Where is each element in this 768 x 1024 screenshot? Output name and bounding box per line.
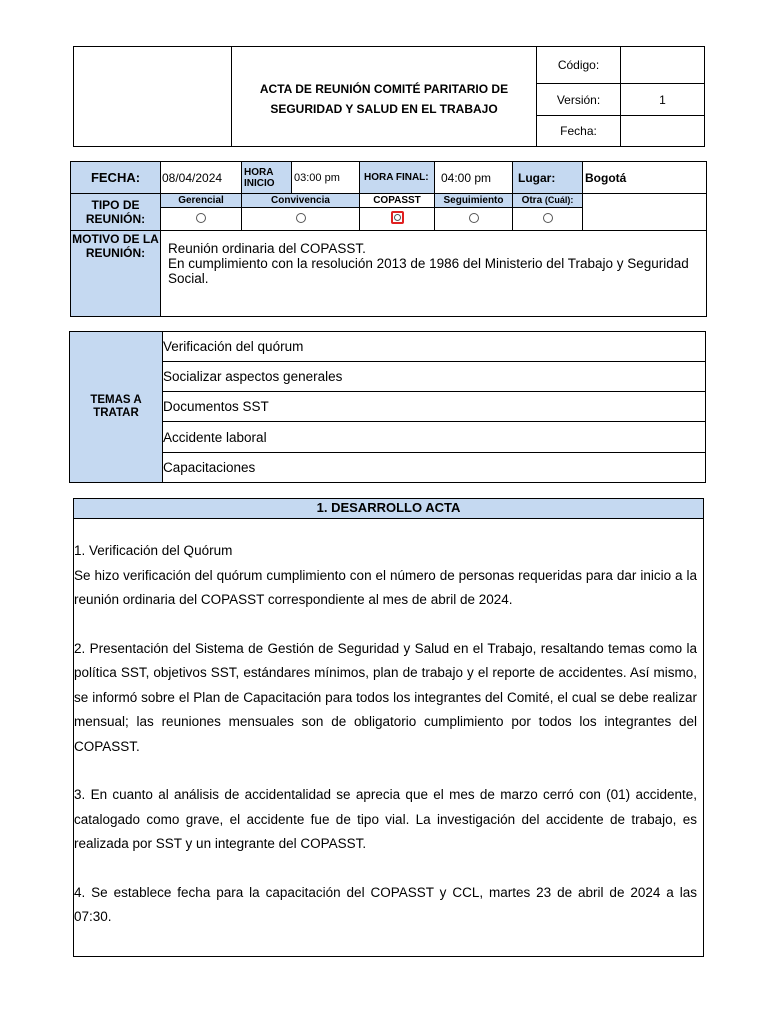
radio-copasst[interactable] <box>360 208 435 231</box>
hora-final-value: 04:00 pm <box>435 162 513 194</box>
codigo-value <box>621 47 705 84</box>
tipo-seguimiento-label: Seguimiento <box>435 194 513 208</box>
version-label: Versión: <box>537 84 621 116</box>
radio-checked-icon <box>391 211 404 224</box>
topic-item: Socializar aspectos generales <box>163 362 706 392</box>
development-title: 1. DESARROLLO ACTA <box>74 499 703 519</box>
motivo-value <box>161 231 707 317</box>
fecha-value: 08/04/2024 <box>161 162 242 194</box>
document-title: ACTA DE REUNIÓN COMITÉ PARITARIO DE SEGURIDAD Y SALUD EN EL TRABAJO <box>232 47 537 147</box>
codigo-label: Código: <box>537 47 621 84</box>
development-body <box>74 519 703 930</box>
development-paragraph: 2. Presentación del Sistema de Gestión de Seguridad y Salud en el Trabajo, resaltando temas como la política SST, objetivos SST, estándares mínimos, plan de trabajo y el reporte de accidentes. Así mismo, se informó sobre el Plan de Capacitación para todos los integrantes del Comité, el cual se debe realizar mensual; las reuniones mensuales son de obligatorio cumplimiento por todos los integrantes del COPASST. <box>74 640 697 754</box>
fecha-header-label: Fecha: <box>537 116 621 147</box>
motivo-label: MOTIVO DE LA REUNIÓN: <box>71 231 161 317</box>
fecha-label: FECHA: <box>71 162 161 194</box>
topic-item: Capacitaciones <box>163 453 706 483</box>
tipo-copasst-label: COPASST <box>360 194 435 208</box>
hora-inicio-value: 03:00 pm <box>292 162 360 194</box>
development-paragraph: Se hizo verificación del quórum cumplimiento con el número de personas requeridas para dar inicio a la reunión ordinaria del COPASST correspondiente al mes de abril de 2024. <box>74 567 697 607</box>
tipo-otra-text: Otra <box>521 195 543 206</box>
radio-circle-icon <box>469 213 479 223</box>
development-paragraph: 4. Se establece fecha para la capacitación del COPASST y CCL, martes 23 de abril de 2024 a las 07:30. <box>74 884 697 924</box>
topic-item: Documentos SST <box>163 392 706 422</box>
tipo-gerencial-label: Gerencial <box>161 194 242 208</box>
lugar-value: Bogotá <box>583 162 707 194</box>
tipo-otra-suffix: (Cuál): <box>544 195 574 205</box>
radio-circle-icon <box>543 213 553 223</box>
radio-seguimiento[interactable] <box>435 208 513 231</box>
motivo-line: En cumplimiento con la resolución 2013 de 1986 del Ministerio del Trabajo y Seguridad Social. <box>168 256 689 286</box>
fecha-header-value <box>621 116 705 147</box>
tipo-convivencia-label: Convivencia <box>242 194 360 208</box>
radio-gerencial[interactable] <box>161 208 242 231</box>
motivo-line: Reunión ordinaria del COPASST. <box>168 241 366 256</box>
radio-circle-icon <box>296 213 306 223</box>
version-value: 1 <box>621 84 705 116</box>
lugar-label: Lugar: <box>513 162 583 194</box>
radio-convivencia[interactable] <box>242 208 360 231</box>
topics-table <box>69 331 706 483</box>
development-paragraph: 3. En cuanto al análisis de accidentalidad se aprecia que el mes de marzo cerró con (01) accidente, catalogado como grave, el accidente fue de tipo vial. La investigación del accidente de trabajo, es realizada por SST y un integrante del COPASST. <box>74 787 697 851</box>
radio-circle-icon <box>196 213 206 223</box>
hora-final-label: HORA FINAL: <box>360 162 435 194</box>
radio-otra[interactable] <box>513 208 583 231</box>
development-paragraph: 1. Verificación del Quórum <box>74 543 233 558</box>
topic-item: Verificación del quórum <box>163 332 706 362</box>
tipo-otra-label <box>513 194 583 208</box>
header-table <box>73 46 705 147</box>
tipo-label: TIPO DE REUNIÓN: <box>71 194 161 231</box>
topic-item: Accidente laboral <box>163 422 706 453</box>
meeting-info-table <box>70 161 707 317</box>
topics-label: TEMAS A TRATAR <box>70 332 163 483</box>
development-section <box>73 498 704 957</box>
tipo-otra-field[interactable] <box>583 194 707 231</box>
logo-cell <box>74 47 232 147</box>
hora-inicio-label: HORA INICIO <box>242 162 292 194</box>
